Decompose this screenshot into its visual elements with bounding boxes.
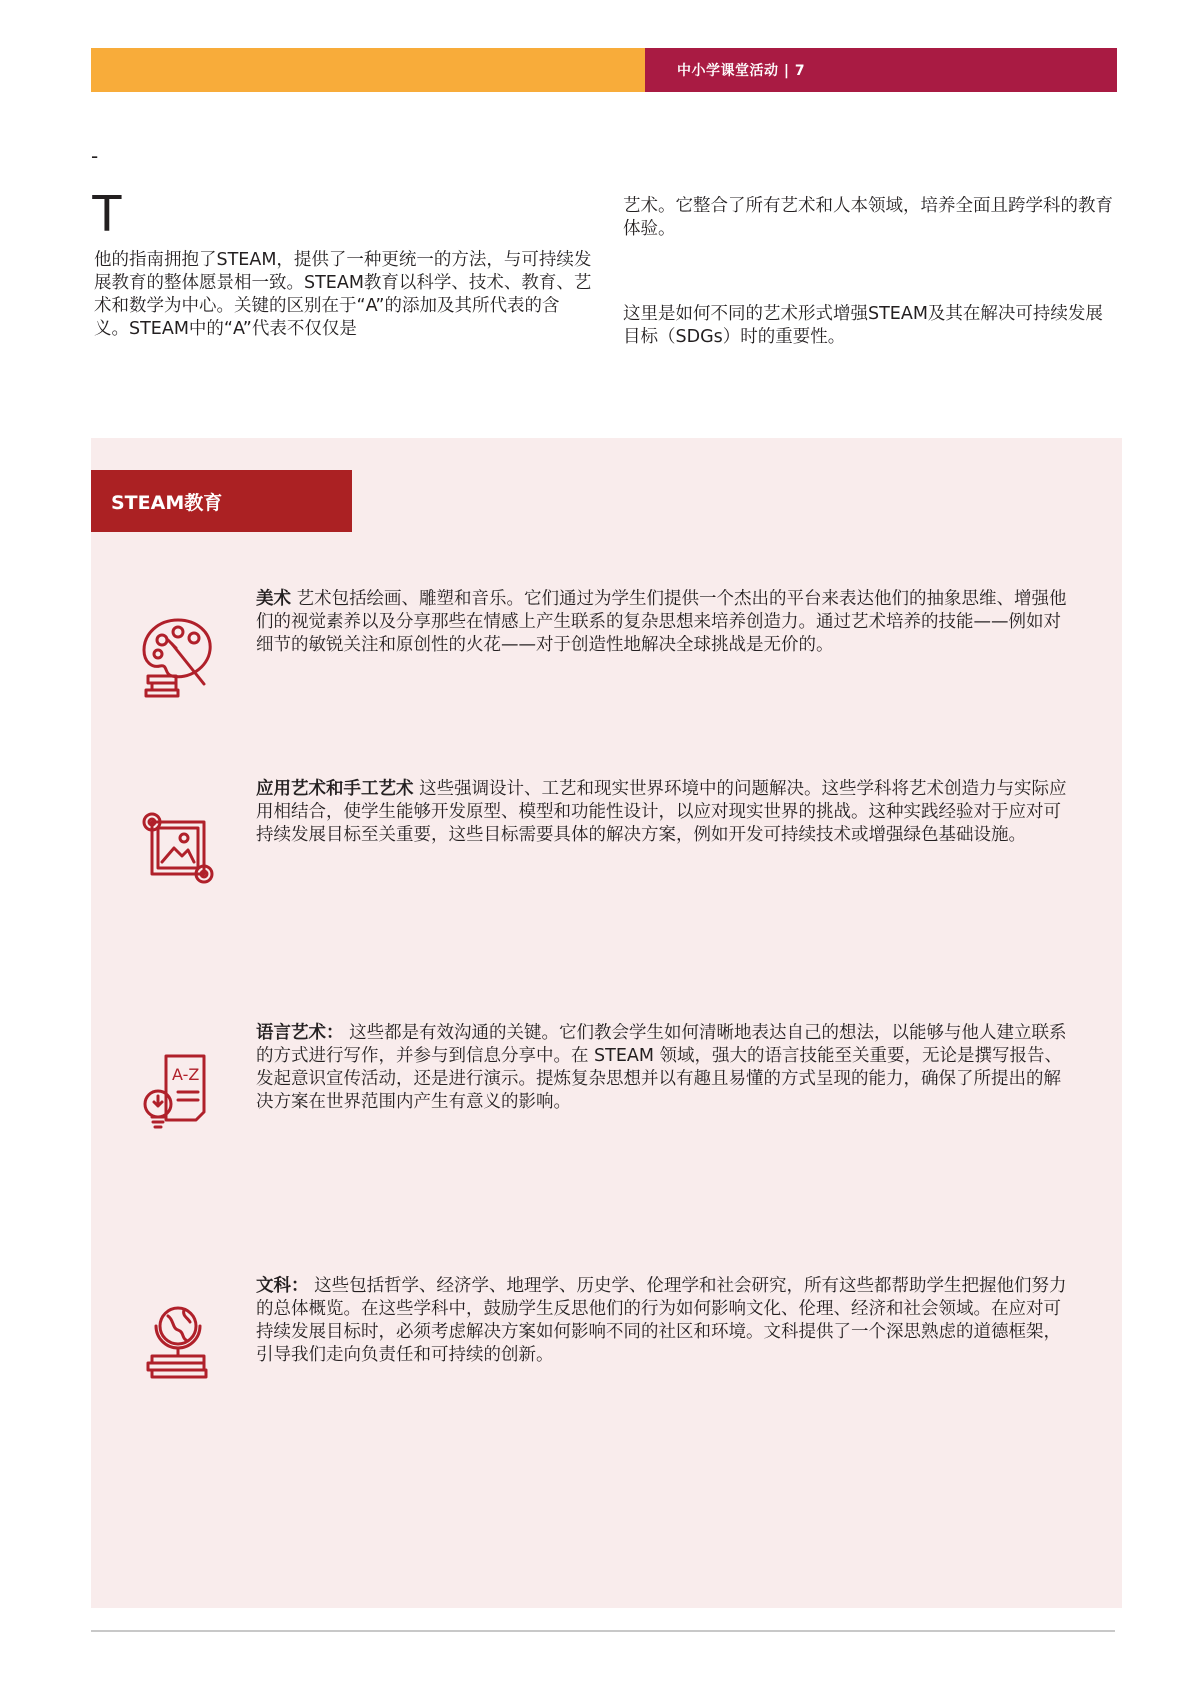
intro-paragraph-right-2: 这里是如何不同的艺术形式增强STEAM及其在解决可持续发展目标（SDGs）时的重要性。 bbox=[623, 304, 1103, 347]
item-fine-arts bbox=[256, 588, 1071, 657]
header-bar bbox=[91, 48, 1117, 92]
drop-cap: T bbox=[91, 185, 123, 243]
item-humanities bbox=[256, 1275, 1071, 1367]
language-icon bbox=[138, 1050, 218, 1134]
item-body: 艺术包括绘画、雕塑和音乐。它们通过为学生们提供一个杰出的平台来表达他们的抽象思维、增强他们的视觉素养以及分享那些在情感上产生联系的复杂思想来培养创造力。通过艺术培养的技能——例如对细节的敏锐关注和原创性的火花——对于创造性地解决全球挑战是无价的。 bbox=[256, 589, 1067, 655]
intro-paragraph-left: 他的指南拥抱了STEAM，提供了一种更统一的方法，与可持续发展教育的整体愿景相一致。STEAM教育以科学、技术、教育、艺术和数学为中心。关键的区别在于“A”的添加及其所代表的含义。STEAM中的“A”代表不仅仅是 bbox=[94, 250, 592, 339]
header-orange-band bbox=[91, 48, 645, 92]
svg-text:A-Z: A-Z bbox=[172, 1065, 200, 1084]
design-gears-icon bbox=[138, 808, 218, 892]
item-title: 应用艺术和手工艺术 bbox=[256, 779, 414, 799]
item-body: 这些都是有效沟通的关键。它们教会学生如何清晰地表达自己的想法，以能够与他人建立联系的方式进行写作，并参与到信息分享中。在 STEAM 领域，强大的语言技能至关重要，无论是撰写报告、发起意识宣传活动，还是进行演示。提炼复杂思想并以有趣且易懂的方式呈现的能力，确保了所提出的解决方案在世界范围内产生有意义的影响。 bbox=[256, 1023, 1067, 1112]
section-title: STEAM教育 bbox=[91, 470, 352, 532]
item-title: 美术 bbox=[256, 589, 291, 609]
item-title: 文科： bbox=[256, 1276, 309, 1296]
item-language-arts bbox=[256, 1022, 1071, 1114]
globe-books-icon bbox=[138, 1300, 218, 1384]
footer-divider bbox=[91, 1630, 1115, 1632]
dash-mark: - bbox=[91, 144, 99, 168]
item-title: 语言艺术： bbox=[256, 1023, 344, 1043]
item-body: 这些包括哲学、经济学、地理学、历史学、伦理学和社会研究，所有这些都帮助学生把握他们努力的总体概览。在这些学科中，鼓励学生反思他们的行为如何影响文化、伦理、经济和社会领域。在应对可持续发展目标时，必须考虑解决方案如何影响不同的社区和环境。文科提供了一个深思熟虑的道德框架，引导我们走向负责任和可持续的创新。 bbox=[256, 1276, 1067, 1365]
intro-paragraph-right-1: 艺术。它整合了所有艺术和人本领域，培养全面且跨学科的教育体验。 bbox=[623, 196, 1113, 239]
palette-icon bbox=[138, 614, 218, 698]
item-body: 这些强调设计、工艺和现实世界环境中的问题解决。这些学科将艺术创造力与实际应用相结合，使学生能够开发原型、模型和功能性设计，以应对现实世界的挑战。这种实践经验对于应对可持续发展目标至关重要，这些目标需要具体的解决方案，例如开发可持续技术或增强绿色基础设施。 bbox=[256, 779, 1067, 845]
header-page-label: 中小学课堂活动 | 7 bbox=[645, 48, 1117, 92]
item-applied-arts bbox=[256, 778, 1071, 847]
